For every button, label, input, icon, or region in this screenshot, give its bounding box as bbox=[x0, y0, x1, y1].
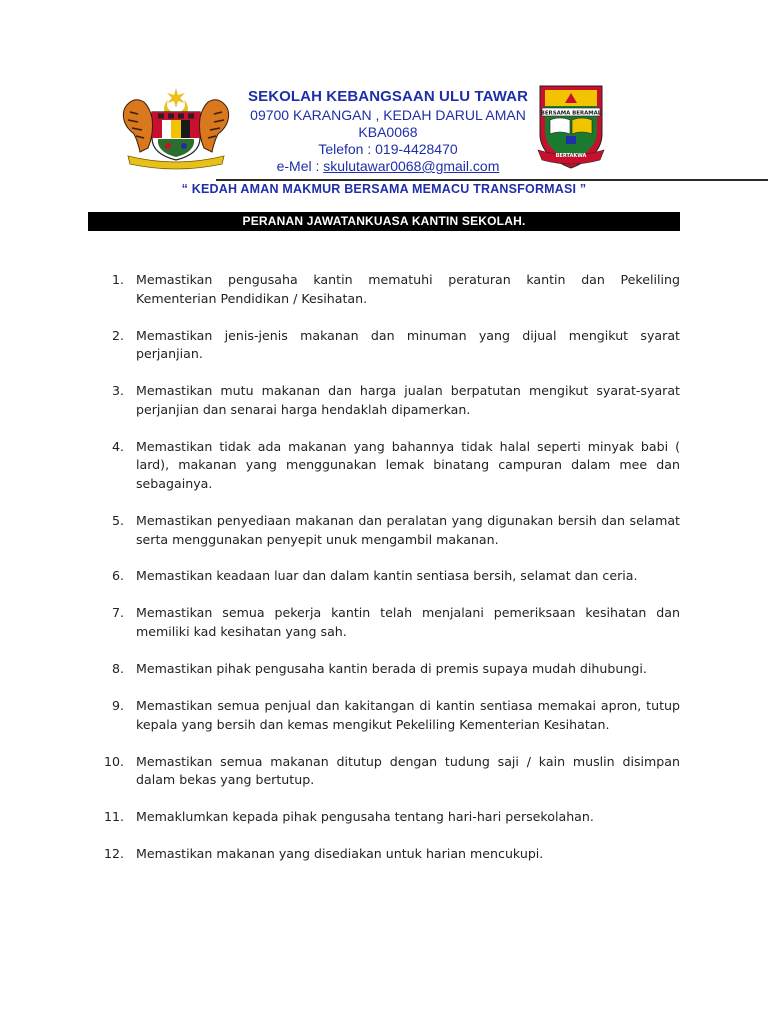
list-item-text: Memastikan keadaan luar dan dalam kantin sentiasa bersih, selamat dan ceria. bbox=[136, 568, 638, 584]
list-item-text: Memastikan pihak pengusaha kantin berada di premis supaya mudah dihubungi. bbox=[136, 661, 647, 677]
letterhead bbox=[88, 84, 680, 180]
list-item bbox=[98, 382, 680, 419]
school-badge-icon bbox=[536, 84, 606, 174]
list-item-text: Memastikan makanan yang disediakan untuk harian mencukupi. bbox=[136, 846, 544, 862]
badge-banner-text: BERSAMA BERAMAL bbox=[540, 110, 602, 117]
list-item-text: Memastikan semua penjual dan kakitangan di kantin sentiasa memakai apron, tutup kepala yang bersih dan kemas mengikut Pekeliling Kementerian Kesihatan. bbox=[136, 698, 680, 732]
list-item-number: 4. bbox=[112, 438, 125, 454]
list-item-number: 7. bbox=[112, 605, 125, 621]
list-item-number: 1. bbox=[112, 272, 125, 287]
list-item-number: 2. bbox=[112, 327, 125, 343]
list-item bbox=[98, 327, 680, 364]
list-item bbox=[98, 697, 680, 734]
list-item-text: Memastikan jenis-jenis makanan dan minuman yang dijual mengikut syarat perjanjian. bbox=[136, 327, 680, 362]
list-item bbox=[98, 753, 680, 790]
list-item-text: Memastikan semua pekerja kantin telah menjalani pemeriksaan kesihatan dan memiliki kad kesihatan yang sah. bbox=[136, 605, 680, 640]
list-item-number: 11. bbox=[104, 809, 125, 825]
list-item bbox=[98, 567, 680, 586]
list-item-text: Memastikan tidak ada makanan yang bahannya tidak halal seperti minyak babi ( lard), makanan yang menggunakan lemak binatang campuran dalam mee dan sebagainya. bbox=[136, 438, 680, 491]
school-address: 09700 KARANGAN , KEDAH DARUL AMAN bbox=[250, 107, 526, 123]
list-item-text: Memaklumkan kepada pihak pengusaha tentang hari-hari persekolahan. bbox=[136, 809, 594, 825]
list-item-number: 8. bbox=[112, 661, 125, 677]
list-item bbox=[98, 808, 680, 827]
list-item bbox=[98, 512, 680, 549]
school-motto: “ KEDAH AMAN MAKMUR BERSAMA MEMACU TRANSFORMASI ” bbox=[181, 182, 587, 196]
document-title: PERANAN JAWATANKUASA KANTIN SEKOLAH. bbox=[88, 212, 680, 231]
list-item-number: 10. bbox=[104, 753, 125, 769]
list-item-text: Memastikan penyediaan makanan dan peralatan yang digunakan bersih dan selamat serta menggunakan penyepit unuk mengambil makanan. bbox=[136, 512, 680, 547]
list-item-text: Memastikan semua makanan ditutup dengan tudung saji / kain muslin disimpan dalam bekas yang bertutup. bbox=[136, 753, 680, 788]
school-phone: Telefon : 019-4428470 bbox=[318, 141, 458, 157]
school-code: KBA0068 bbox=[358, 124, 418, 140]
email-link[interactable]: skulutawar0068@gmail.com bbox=[323, 158, 500, 174]
email-label: e-Mel : bbox=[276, 158, 324, 174]
list-item bbox=[98, 271, 680, 308]
malaysia-coat-of-arms-icon bbox=[118, 86, 234, 170]
list-item-number: 9. bbox=[112, 698, 125, 714]
list-item-number: 5. bbox=[112, 512, 125, 528]
list-item-number: 12. bbox=[104, 846, 125, 862]
roles-list bbox=[98, 271, 680, 882]
list-item-text: Memastikan mutu makanan dan harga jualan berpatutan mengikut syarat-syarat perjanjian dan senarai harga hendaklah dipamerkan. bbox=[136, 383, 680, 417]
list-item-number: 6. bbox=[112, 568, 125, 584]
school-name: SEKOLAH KEBANGSAAN ULU TAWAR bbox=[247, 88, 529, 105]
list-item bbox=[98, 438, 680, 494]
list-item-number: 3. bbox=[112, 383, 125, 399]
badge-ribbon-text: BERTAKWA bbox=[555, 153, 587, 159]
list-item bbox=[98, 660, 680, 679]
list-item bbox=[98, 845, 680, 864]
school-email-line bbox=[228, 158, 548, 175]
list-item bbox=[98, 604, 680, 641]
school-info bbox=[228, 88, 548, 175]
list-item-text: Memastikan pengusaha kantin mematuhi peraturan kantin dan Pekeliling Kementerian Pendidikan / Kesihatan. bbox=[136, 272, 680, 306]
header-divider bbox=[216, 179, 768, 181]
